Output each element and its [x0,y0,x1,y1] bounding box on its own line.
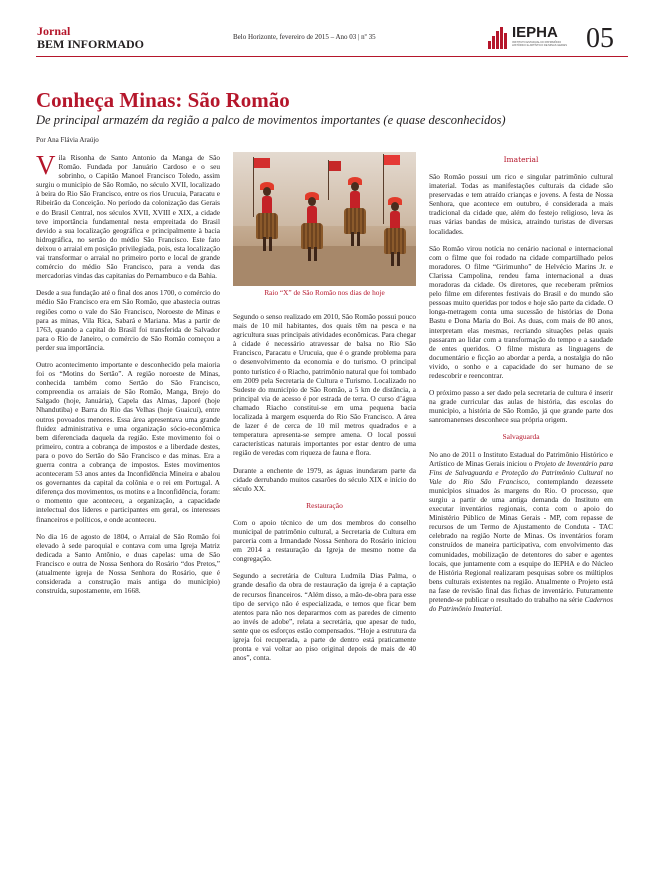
paragraph: Outro acontecimento importante e desconhecido pela maioria foi os “Motins do Sertão”. A região noroeste de Minas, conhecida também como Sertão do São Francisco, compreendia os arraiais de São Romão, Manga, Brejo do Salgado (hoje, Januária), Capela das Almas, Japoré (hoje Nhandutiba) e Barra do Rio das Velhas (hoje Guaicuí), entre outros povoados menores. Essa área apresentava uma grande fluidez administrativa e uma organização sócio-econômica bem diferenciada daquela da região. Este movimento foi o primeiro, contra a cobrança de impostos e a liberdade destes, para o povo do Sertão do São Francisco e das minas. Era a guerra contra a cobrança de impostos. Estes movimentos aconteceram 53 anos antes da Inconfidência Mineira e abalou os governantes da capital da colônia e o rei em Portugal. A diferença dos movimentos, os motins e a Inconfidência, foram: o momento que aconteceu, a organização, a capacidade intelectual dos líderes e participantes em geral, os interesses financeiros e políticos, e onde aconteceu. [36,359,220,524]
logo-bars-icon [488,27,510,49]
logo-text: IEPHA [512,24,558,41]
section-heading-imaterial: Imaterial [503,155,539,164]
drop-cap: V [36,150,56,180]
paragraph [429,450,613,614]
issue-info: Belo Horizonte, fevereiro de 2015 – Ano 03 | nº 35 [233,33,376,41]
logo-subtext: INSTITUTO ESTADUAL DO PATRIMÔNIO HISTÓRICO E ARTÍSTICO DE MINAS GERAIS [512,41,568,47]
section-heading-restauracao: Restauração [306,500,343,510]
series-title: Cadernos do Patrimônio Imaterial. [429,595,613,614]
section-heading-salvaguarda: Salvaguarda [502,432,540,442]
paragraph: No dia 16 de agosto de 1804, o Arraial de São Romão foi elevado à sede paroquial e contava com uma Igreja Matriz dedicada a Santo Antônio, e duas capelas: uma de São Francisco e outra de Nossa Senhora do Rosário “dos Pretos,” (atualmente igreja de Nossa Senhora do Rosário, que é considerada a construção mais antiga do município) construída, supostamente, em 1668. [36,531,220,596]
paragraph: Com o apoio técnico de um dos membros do conselho municipal de patrimônio cultural, a Secretaria de Cultura em parceria com a Irmandade Nossa Senhora do Rosário iniciou em 2014 a restauração da Igreja de mesmo nome da congregação. [233,517,416,564]
column-3 [429,172,613,621]
article-subheadline: De principal armazém da região a palco de movimentos importantes (e quase desconhecidos) [36,113,506,127]
iepha-logo [488,25,576,51]
project-title: Projeto de Inventário para Fins de Salvaguarda e Proteção do Patrimônio Cultural no Vale do Rio São Francisco, [429,458,613,486]
paragraph: Segundo o senso realizado em 2010, São Romão possui pouco mais de 10 mil habitantes, dos quais têm na pesca e na agricultura suas principais atividades econômicas. Para chegar à cidade é necessário atravessar de balsa no Rio São Francisco, Paracatu e Urucuia, que é o grande problema para o desenvolvimento da economia e do turismo. O principal ponto turístico é o Riacho, patrimônio natural que foi tombado em 2009 pela Secretaria de Cultura e Turismo. Localizado no Sudeste do município de São Romão, a 5 km de distância, a principal via de acesso é por estrada de terra. O curso d’água chamado Riacho constitui-se em uma pequena bacia localizada à margem esquerda do Rio São Francisco. A área de lazer é de cerca de 10 mil metros quadrados e a temperatura apresenta-se sempre amena. O local possui características naturais importantes por estar dentro de uma região de veredas com riqueza de fauna e flora. [233,312,416,458]
newspaper-label: Jornal [37,24,71,38]
paragraph-text: No ano de 2011 o Instituto Estadual do Patrimônio Histórico e Artístico de Minas Gerais iniciou o [429,449,613,468]
photo-caption: Raio “X” de São Romão nos dias de hoje [264,288,385,297]
paragraph [36,150,220,281]
paragraph: O próximo passo a ser dado pela secretaria de cultura é inserir na grade curricular das aulas de história, das escolas do município, a história de São Romão, já que grande parte dos sanromanenses desconhece sua própria origem. [429,388,613,425]
column-2 [233,312,416,670]
paragraph-text: ila Risonha de Santo Antonio da Manga de São Romão. Fundada por Januário Cardoso e o seu sobrinho, o Capitão Manoel Francisco Toledo, assim surgiu o município de São Romão, no século XVII, localizado à beira do Rio São Francisco, entre os rios Urucuia, Paracatu e Ribeirão da Conceição. No período da colonização das Gerais e do Brasil Central, nos séculos XVII, XVIII e XIX, a cidade teve importância fundamental nesta empreitada do Brasil devido a sua localização geográfica e principalmente à bacia hidrográfica, no sertão do médio São Francisco. Este fato deixou o arraial em posição privilegiada, pois, esta localização vai transformar o arraial no primeiro porto e local de grande comércio do médio São Francisco, para a venda das mercadorias vindas das capitanias do Pernambuco e da Bahia. [36,153,220,281]
column-1 [36,150,220,603]
paragraph-text: contemplando dezessete municípios situados às margens do Rio. O processo, que surgiu a partir de uma antiga demanda do Instituto em executar inventários regionais, conta com o apoio do Ministério Público de Minas Gerais - MP, com repasse de recursos de um Termo de Ajustamento de Conduta - TAC celebrado na região Norte de Minas. Os inventários foram construídos de maneira participativa, com envolvimento das comunidades, mobilização de detentores do saber e agentes locais, que juntamente com a esquipe do IEPHA e do Núcleo de História Regional realizaram pesquisas sobre os múltiplos bens culturais existentes na região. Atualmente o Projeto está na fase de revisão final das fichas de inventário. Futuramente pretende-se publicar o resultado do trabalho na série [429,476,613,605]
festival-photo [233,152,416,286]
paragraph: São Romão virou notícia no cenário nacional e internacional com o filme que foi rodado na cidade compartilhado pelos moradores. O filme “Girimunho” de Helvécio Marins Jr. e Clarissa Campolina, rendeu fama internacional a duas moradoras da cidade. Os diretores, que receberam prêmios pelo filme em diferentes festivais do Brasil e do mundo são pessoas muito queridas por todos e hoje são parte da cidade. O longa-metragem conta uma sucessão de histórias de Dona Bastu e Dona Maria do Boi. As duas, com mais de 80 anos, interpretam elas mesmas, recriando situações pelas quais passaram ao lidar com a transformação do tempo e a saudade de entes queridos. O filme mistura as linguagens de documentário e ficção ao abordar a perda, a nostalgia do não vivido, o sonho e a capacidade do ser humano de se redescobrir e reencontrar. [429,243,613,380]
article-byline: Por Ana Flávia Araújo [36,136,99,144]
newspaper-title: BEM INFORMADO [37,37,144,51]
paragraph: Durante a enchente de 1979, as águas inundaram parte da cidade derrubando muitos casarões do século XIX e início do século XX. [233,465,416,493]
article-headline: Conheça Minas: São Romão [36,88,290,112]
masthead [37,25,144,52]
paragraph: Desde a sua fundação até o final dos anos 1700, o comércio do médio São Francisco era em São Romão, que abastecia outras regiões como o vale do São Francisco, Noroeste de Minas e para as minas, Vila Rica, Sabará e Mariana. Mas a partir de 1763, quando a capital do Brasil foi transferida de Salvador para o Rio de Janeiro, o comércio de São Romão começou a perder sua importância. [36,288,220,352]
paragraph: São Romão possui um rico e singular patrimônio cultural imaterial. Todas as manifestações culturais da cidade são preservadas e tem atraído crianças e jovens. A festa de Nossa Senhora, que acontece em outubro, é considerada a mais tradicional da cidade que, além do festejo religioso, leva às ruas várias bandas de música, atraindo turistas de diversas localidades. [429,172,613,236]
header-rule [36,56,628,57]
page-number: 05 [586,23,614,54]
paragraph: Segundo a secretária de Cultura Ludmila Dias Palma, o grande desafio da obra de restauração da igreja é a captação de recursos financeiros. “Além disso, a mão-de-obra para esse tipo de serviço não é especializada, e temos que ficar bem atentos para não nos depararmos com as paredes de cimento ao invés de adobe”, relata a secretária, que apesar de tudo, sente que os esforços estão compensados. “Hoje a estrutura da igreja foi recuperada, a parte de dentro está praticamente pronta e vai voltar ao piso original depois de mais de 40 anos”, conta. [233,571,416,663]
